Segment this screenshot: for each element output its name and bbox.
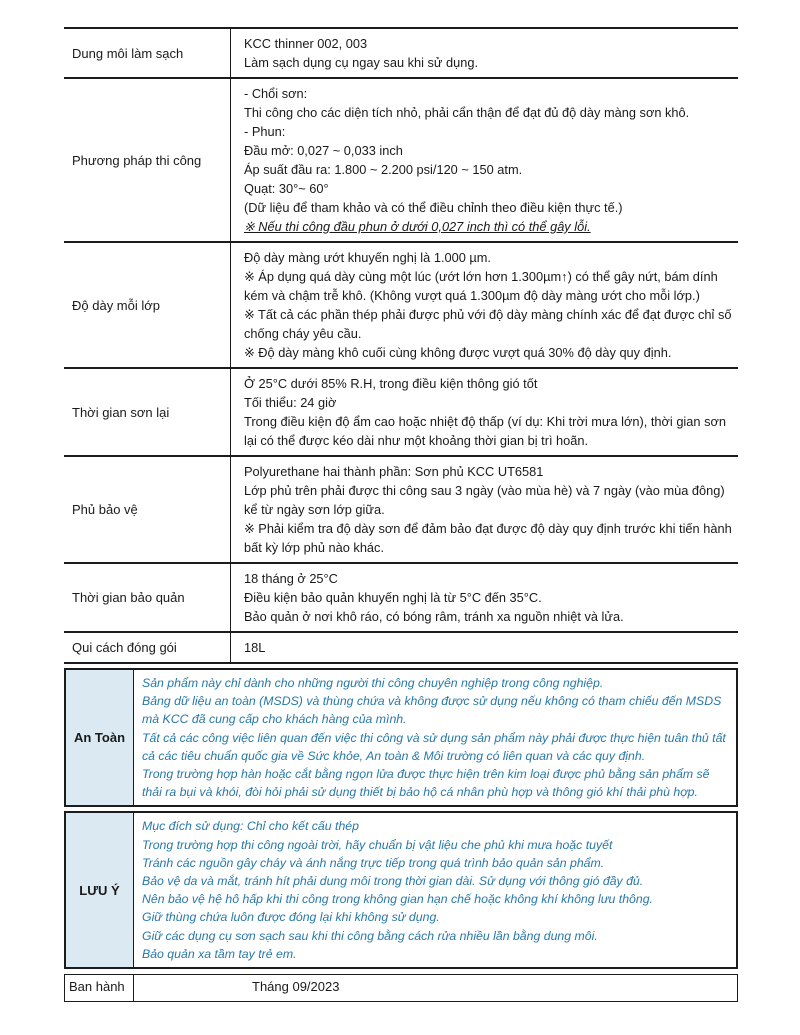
spec-line: ※ Nếu thi công đầu phun ở dưới 0,027 inch thì có thể gây lỗi. xyxy=(244,219,591,234)
spec-row-label: Độ dày mỗi lớp xyxy=(64,243,231,367)
issue-row xyxy=(64,974,738,1002)
notes-line: Bảo quản xa tầm tay trẻ em. xyxy=(142,946,297,961)
spec-row xyxy=(64,29,738,79)
spec-line: Đầu mở: 0,027 ~ 0,033 inch xyxy=(244,143,403,158)
notes-content xyxy=(134,813,736,967)
spec-table xyxy=(64,27,738,664)
notes-line: Giữ thùng chứa luôn được đóng lại khi không sử dụng. xyxy=(142,910,440,925)
spec-line: ※ Tất cả các phần thép phải được phủ với độ dày màng chính xác để đạt được chỉ số chống cháy yêu cầu. xyxy=(244,307,732,341)
spec-line: Trong điều kiện độ ẩm cao hoặc nhiệt độ thấp (ví dụ: Khi trời mưa lớn), thời gian sơn lại có thể được kéo dài như một khoảng thời gian bị trì hoãn. xyxy=(244,414,726,448)
safety-label: An Toàn xyxy=(66,670,134,805)
datasheet-document xyxy=(64,27,738,1002)
spec-line: KCC thinner 002, 003 xyxy=(244,36,368,51)
spec-line: - Phun: xyxy=(244,124,286,139)
spec-row-label: Thời gian bảo quản xyxy=(64,564,231,631)
safety-line: Tất cả các công việc liên quan đến việc thi công và sử dụng sản phẩm này phải được thực hiện tuân thủ tất cả các tiêu chuẩn quốc gia về Sức khỏe, An toàn & Môi trường có liên quan và các quy định. xyxy=(142,730,726,763)
spec-row-content xyxy=(231,243,738,367)
safety-content xyxy=(134,670,736,805)
spec-row xyxy=(64,633,738,664)
spec-line: Làm sạch dụng cụ ngay sau khi sử dụng. xyxy=(244,55,479,70)
spec-line: Quạt: 30°~ 60° xyxy=(244,181,329,196)
spec-row xyxy=(64,79,738,243)
spec-row-content xyxy=(231,633,738,662)
spec-line: ※ Độ dày màng khô cuối cùng không được vượt quá 30% độ dày quy định. xyxy=(244,345,672,360)
spec-row-label: Qui cách đóng gói xyxy=(64,633,231,662)
issue-label: Ban hành xyxy=(65,975,134,1001)
spec-row-label: Phương pháp thi công xyxy=(64,79,231,241)
spec-line: 18L xyxy=(244,640,266,655)
notes-section xyxy=(64,811,738,969)
spec-row-content xyxy=(231,457,738,562)
spec-row xyxy=(64,457,738,564)
spec-line: (Dữ liệu để tham khảo và có thể điều chỉnh theo điều kiện thực tế.) xyxy=(244,200,623,215)
spec-row xyxy=(64,369,738,457)
spec-row-content xyxy=(231,29,738,77)
safety-line: Sản phẩm này chỉ dành cho những người thi công chuyên nghiệp trong công nghiệp. xyxy=(142,676,604,690)
spec-line: ※ Phải kiểm tra độ dày sơn để đảm bảo đạt được độ dày quy định trước khi tiến hành bất kỳ lớp phủ nào khác. xyxy=(244,521,732,555)
spec-row-content xyxy=(231,79,738,241)
spec-line: Lớp phủ trên phải được thi công sau 3 ngày (vào mùa hè) và 7 ngày (vào mùa đông) kể từ ngày sơn lớp giữa. xyxy=(244,483,725,517)
notes-line: Mục đích sử dụng: Chỉ cho kết cấu thép xyxy=(142,819,359,834)
safety-line: Trong trường hợp hàn hoặc cắt bằng ngọn lửa được thực hiện trên kim loại được phủ bằng sản phẩm sẽ thải ra bụi và khói, đòi hỏi phải sử dụng thiết bị bảo hộ cá nhân phù hợp và thông gió khí thải phù hợp. xyxy=(142,767,710,800)
notes-line: Trong trường hợp thi công ngoài trời, hãy chuẩn bị vật liệu che phủ khi mưa hoặc tuyết xyxy=(142,837,613,852)
safety-line: Bảng dữ liệu an toàn (MSDS) và thùng chứa và không được sử dụng nếu không có tham chiếu đến MSDS mà KCC đã cung cấp cho khách hàng của mình. xyxy=(142,694,722,727)
notes-line: Tránh các nguồn gây cháy và ánh nắng trực tiếp trong quá trình bảo quản sản phẩm. xyxy=(142,855,605,870)
spec-row-label: Phủ bảo vệ xyxy=(64,457,231,562)
spec-row xyxy=(64,243,738,369)
spec-line: Áp suất đầu ra: 1.800 ~ 2.200 psi/120 ~ 150 atm. xyxy=(244,162,523,177)
spec-row xyxy=(64,564,738,633)
spec-line: Tối thiểu: 24 giờ xyxy=(244,395,337,410)
spec-line: - Chổi sơn: xyxy=(244,86,308,101)
spec-row-content xyxy=(231,369,738,455)
spec-row-label: Dung môi làm sạch xyxy=(64,29,231,77)
notes-line: Giữ các dụng cụ sơn sạch sau khi thi công bằng cách rửa nhiều lần bằng dung môi. xyxy=(142,928,598,943)
spec-line: Ở 25°C dưới 85% R.H, trong điều kiện thông gió tốt xyxy=(244,376,538,391)
notes-line: Bảo vệ da và mắt, tránh hít phải dung môi trong thời gian dài. Sử dụng với thông gió đầy đủ. xyxy=(142,874,644,889)
spec-line: Bảo quản ở nơi khô ráo, có bóng râm, tránh xa nguồn nhiệt và lửa. xyxy=(244,609,624,624)
notes-line: Nên bảo vệ hệ hô hấp khi thi công trong không gian hạn chế hoặc không khí không lưu thông. xyxy=(142,892,653,907)
spec-line: Polyurethane hai thành phần: Sơn phủ KCC UT6581 xyxy=(244,464,544,479)
spec-line: Điều kiện bảo quản khuyến nghị là từ 5°C đến 35°C. xyxy=(244,590,542,605)
spec-row-label: Thời gian sơn lại xyxy=(64,369,231,455)
spec-line: Độ dày màng ướt khuyến nghị là 1.000 µm. xyxy=(244,250,491,265)
spec-line: 18 tháng ở 25°C xyxy=(244,571,338,586)
spec-line: Thi công cho các diện tích nhỏ, phải cẩn thận để đạt đủ độ dày màng sơn khô. xyxy=(244,105,690,120)
safety-section xyxy=(64,668,738,807)
spec-line: ※ Áp dụng quá dày cùng một lúc (ướt lớn hơn 1.300µm↑) có thể gây nứt, bám dính kém và chậm trễ khô. (Không vượt quá 1.300µm độ dày màng ướt cho mỗi lớp.) xyxy=(244,269,718,303)
spec-row-content xyxy=(231,564,738,631)
notes-label: LƯU Ý xyxy=(66,813,134,967)
issue-date: Tháng 09/2023 xyxy=(252,979,340,995)
